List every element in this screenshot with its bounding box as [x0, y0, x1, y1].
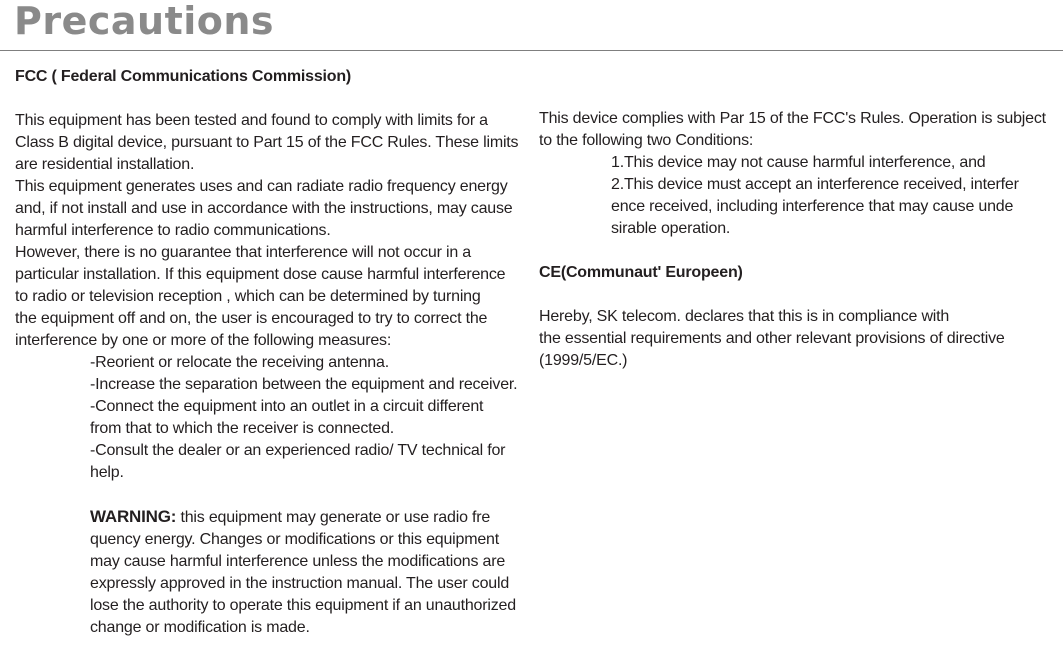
warning-paragraph	[90, 506, 530, 639]
ce-text: Hereby, SK telecom. declares that this is in compliance with the essential requirements and other relevant provisions of directive (1999/5/EC.)	[539, 308, 1005, 369]
fcc-intro-text: This equipment has been tested and found to comply with limits for a Class B digital device, pursuant to Part 15 of the FCC Rules. These limits are residential installation. This equipment generates uses and can radiate radio frequency energy and, if not install and use in accordance with the instructions, may cause harmful interference to radio communications. However, there is no guarantee that interference will not occur in a particular installation. If this equipment dose cause harmful interference to radio or television reception , which can be determined by turning the equipment off and on, the user is encouraged to try to correct the interference by one or more of the following measures:	[15, 112, 519, 349]
title-divider	[0, 50, 1063, 51]
part15-section	[539, 108, 1054, 372]
fcc-measures-list: -Reorient or relocate the receiving antenna. -Increase the separation between the equipment and receiver. -Connect the equipment into an outlet in a circuit different from that to which the receiver is connected. -Consult the dealer or an experienced radio/ TV technical for help.	[90, 354, 518, 481]
part15-conditions-list: 1.This device may not cause harmful interference, and 2.This device must accept an interference received, interfer ence received, including interference that may cause unde sirable operation.	[611, 154, 1019, 237]
fcc-section	[15, 66, 530, 639]
fcc-heading: FCC ( Federal Communications Commission)	[15, 68, 352, 85]
warning-label: WARNING:	[90, 507, 177, 526]
part15-intro-text: This device complies with Par 15 of the FCC's Rules. Operation is subject to the following two Conditions:	[539, 110, 1046, 149]
page-title: Precautions	[14, 0, 275, 43]
warning-text: this equipment may generate or use radio fre quency energy. Changes or modifications or this equipment may cause harmful interference unless the modifications are expressly approved in the instruction manual. The user could lose the authority to operate this equipment if an unauthorized change or modification is made.	[90, 509, 516, 636]
ce-heading: CE(Communaut' Europeen)	[539, 264, 743, 281]
